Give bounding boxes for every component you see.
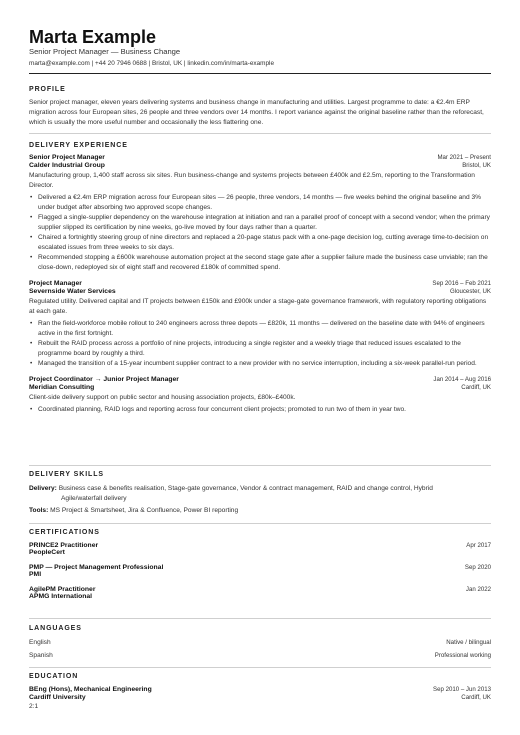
role-bullet: • Chaired a fortnightly steering group of nine directors and replaced a 20-page status pack with a one-page decision log, cutting average time-to-decision on escalated issues from three weeks to six days. — [29, 233, 491, 253]
role-bullet: • Flagged a single-supplier dependency on the warehouse integration at initiation and ran a parallel proof of concept with a second vendor; when the primary supplier slipped its certification by nine weeks, go-live moved by four days rather than a quarter. — [29, 213, 491, 233]
role-dates: Mar 2021 – Present — [437, 154, 491, 161]
language-name: English — [29, 639, 51, 646]
skills-section — [29, 471, 491, 516]
delivery-skills-line1: Business case & benefits realisation, Stage-gate governance, Vendor & contract management, RAID and change control, Hybrid — [58, 485, 433, 492]
role-title: Senior Project Manager — [29, 154, 105, 161]
role-bullets — [29, 405, 491, 415]
role-bullet: • Ran the field-workforce mobile rollout to 240 engineers across three depots — £820k, 11 months — delivered on the baseline date with 94% of engineers active in the first fortnight. — [29, 319, 491, 339]
role-dates: Jan 2014 – Aug 2016 — [433, 376, 491, 383]
role-company: Meridian Consulting — [29, 384, 95, 391]
education-dates: Sep 2010 – Jun 2013 — [433, 686, 491, 693]
role-company: Calder Industrial Group — [29, 162, 105, 169]
degree: BEng (Hons), Mechanical Engineering — [29, 686, 152, 693]
school: Cardiff University — [29, 694, 86, 701]
role-bullet: • Delivered a €2.4m ERP migration across four European sites — 26 people, three vendors, 14 months — five weeks behind the original baseline and 3% under budget after absorbing two approved scope changes. — [29, 193, 491, 213]
section-divider — [29, 618, 491, 619]
language-item — [29, 638, 491, 648]
candidate-headline: Senior Project Manager — Business Change — [29, 47, 181, 56]
role-company: Severnside Water Services — [29, 288, 116, 295]
language-item — [29, 651, 491, 661]
certifications-heading: CERTIFICATIONS — [29, 529, 100, 536]
role-summary: Regulated utility. Delivered capital and IT projects between £150k and £900k under a stage-gate governance framework, with regulatory reporting obligations at each gate. — [29, 298, 487, 315]
role-bullets — [29, 193, 491, 273]
skills-heading: DELIVERY SKILLS — [29, 471, 104, 478]
education-item — [29, 686, 491, 712]
experience-heading: DELIVERY EXPERIENCE — [29, 142, 128, 149]
role-entry — [29, 376, 491, 415]
profile-heading: PROFILE — [29, 86, 66, 93]
section-divider — [29, 133, 491, 134]
role-summary: Manufacturing group, 1,400 staff across six sites. Run business-change and systems projects between £400k and £2.5m, reporting to the Transformation Director. — [29, 172, 475, 189]
role-title: Project Manager — [29, 280, 82, 287]
role-bullet: • Rebuilt the RAID process across a portfolio of nine projects, introducing a single register and a weekly triage that reduced issues escalated to the programme board by roughly a third. — [29, 339, 491, 359]
role-bullet: • Coordinated planning, RAID logs and reporting across four concurrent client projects; promoted to run two of them in year two. — [29, 405, 491, 415]
tools-label: Tools: — [29, 507, 49, 514]
candidate-name: Marta Example — [29, 27, 157, 47]
delivery-label: Delivery: — [29, 485, 57, 492]
section-divider — [29, 523, 491, 524]
certification-name: PMP — Project Management Professional — [29, 564, 164, 571]
certification-date: Apr 2017 — [466, 542, 491, 549]
role-entry — [29, 154, 491, 273]
certification-issuer: APMG International — [29, 593, 93, 600]
role-location: Bristol, UK — [462, 162, 491, 169]
certification-issuer: PMI — [29, 571, 42, 578]
languages-section — [29, 625, 491, 661]
certification-item — [29, 586, 491, 600]
role-dates: Sep 2016 – Feb 2021 — [432, 280, 491, 287]
certification-date: Jan 2022 — [465, 586, 491, 593]
role-bullet: • Recommended stopping a £600k warehouse automation project at the second stage gate after a supplier failure made the business case unviable; ran the close-down, redeployed six of eight staff and recovered £180k of committed spend. — [29, 253, 491, 273]
languages-heading: LANGUAGES — [29, 625, 82, 632]
certification-item — [29, 542, 491, 556]
role-entry — [29, 280, 491, 369]
education-grade: 2:1 — [29, 703, 39, 710]
certifications-section — [29, 529, 491, 600]
role-bullets — [29, 319, 491, 369]
certification-item — [29, 564, 491, 578]
delivery-skills — [29, 484, 491, 504]
section-divider — [29, 667, 491, 668]
contact-line: marta@example.com | +44 20 7946 0688 | Bristol, UK | linkedin.com/in/marta-example — [29, 60, 275, 67]
tools-skills — [29, 506, 491, 516]
tools-list: MS Project & Smartsheet, Jira & Confluence, Power BI reporting — [50, 507, 239, 514]
role-location: Cardiff, UK — [461, 384, 491, 391]
experience-section — [29, 142, 491, 415]
education-section — [29, 673, 491, 712]
profile-text: Senior project manager, eleven years delivering systems and business change in manufacturing and utilities. Largest programme to date: a €2.4m ERP migration across four European sites, 26 people and three vendors over 14 months. I report variance against the original baseline rather than the reforecast, which is usually the more useful number and occasionally the less flattering one. — [29, 99, 484, 126]
role-title: Project Coordinator → Junior Project Manager — [29, 376, 179, 383]
profile-section — [29, 86, 491, 128]
education-heading: EDUCATION — [29, 673, 79, 680]
delivery-skills-line2: Agile/waterfall delivery — [61, 495, 127, 502]
role-bullet: • Managed the transition of a 15-year incumbent supplier contract to a new provider with no service interruption, including a six-week parallel-run period. — [29, 359, 491, 369]
certification-name: AgilePM Practitioner — [29, 586, 96, 593]
role-location: Gloucester, UK — [450, 288, 491, 295]
certification-issuer: PeopleCert — [29, 549, 65, 556]
language-level: Professional working — [434, 652, 491, 659]
certification-date: Sep 2020 — [464, 564, 491, 571]
education-location: Cardiff, UK — [461, 694, 491, 701]
role-summary: Client-side delivery support on public sector and housing association projects, £80k–£400k. — [29, 394, 296, 401]
section-divider — [29, 465, 491, 466]
header-divider — [29, 73, 491, 74]
language-name: Spanish — [29, 652, 53, 659]
language-level: Native / bilingual — [446, 639, 491, 646]
certification-name: PRINCE2 Practitioner — [29, 542, 99, 549]
